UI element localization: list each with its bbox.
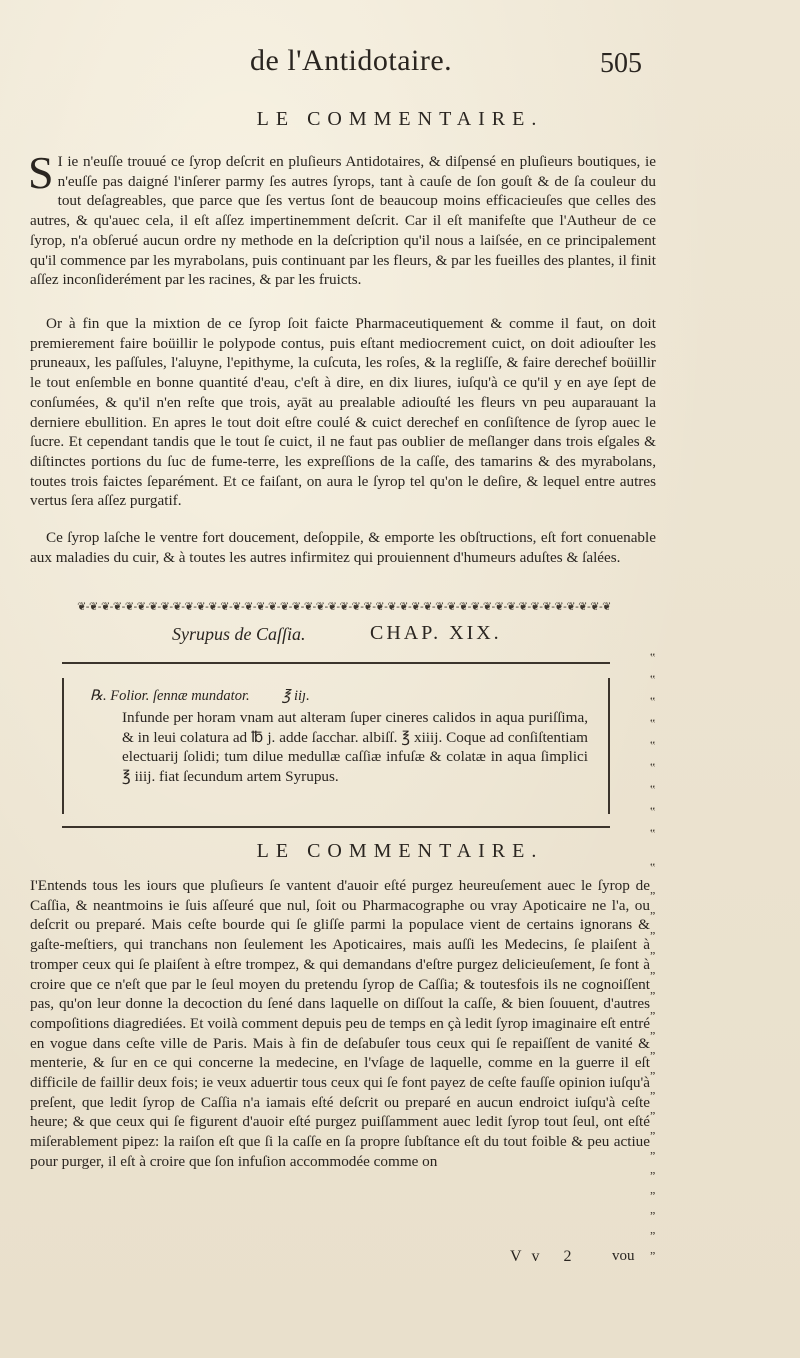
chapter-number: CHAP. XIX. [370,622,502,644]
quote-mark: „ [650,942,656,956]
paragraph-2: Or à fin que la mixtion de ce ſyrop ſoit faicte Pharmaceutiquement & comme il faut, on doit premierement faire boüillir le polypode contus, puis eſtant mediocrement cuict, on doit adiouſter les pruneaux, les paſſules, l'aluyne, l'epithyme, la cuſcuta, les roſes, & la regliſſe, & faire derechef boüillir le tout enſemble en bonne quantité d'eau, c'eſt à dire, en dix liures, iuſqu'à ce qu'il y en aye ſept de conſumées, & qu'il n'en reſte que trois, ayāt au prealable adiouſté les fleurs vn peu auparauant la derniere ebullition. En apres le tout doit eſtre coulé & cuict derechef en conſiſtence de ſyrop auec le ſucre. Et cependant tandis que le tout ſe cuict, il ne faut pas oublier de meſlanger dans trois eſgales & diſtinctes portions du ſuc de fume-terre, les expreſſions de la caſſe, des tamarins & des myrabolans, toutes trois faictes ſeparément. Et ce faiſant, on aura le ſyrop tel qu'on le deſire, & lequel entre autres vertus ſera aſſez purgatif. [30,315,656,510]
recipe-box-left-rule [62,678,64,814]
quote-mark: „ [650,922,656,936]
quote-mark: ‟ [650,760,656,774]
paragraph-4: I'Entends tous les iours que pluſieurs ſe vantent d'auoir eſté purgez heureuſement auec le ſyrop de Caſſia, & neantmoins ie ſuis aſſeuré que nul, ſoit ou Pharmacographe ou vray Apoticaire ne l'a, ou deſcrit ou preparé. Mais ceſte bourde qui ſe gliſſe parmi la populace vient de certains ignorans & gaſte-meſtiers, qui tranchans non ſeulement les Apoticaires, mais auſſi les Medecins, ſe plaiſent à tromper ceux qui ſe plaiſent à eſtre trompez, & qui demandans d'eſtre purgez delicieuſement, ſe font à croire que ce n'eſt que par le ſeul moyen du pretendu ſyrop de Caſſia; & toutesfois ils ne cognoiſſent pas, qu'on leur donne la decoction du ſené dans laquelle on diſſout la caſſe, & bien ſouuent, d'autres compoſitions diagrediées. Et voilà comment depuis peu de temps en çà ledit ſyrop imaginaire eſt entré en vogue dans ceſte ville de Paris. Mais à fin de deſabuſer tous ceux qui ſe repaiſſent de vanité & menterie, & ſur en ce qui concerne la medecine, en l'vſage de laquelle, comme en la guerre il eſt difficile de faillir deux fois; ie veux aduertir tous ceux qui ſe font payez de ceſte fauſſe opinion iuſqu'à preſent, que ledit ſyrop de Caſſia n'a iamais eſté deſcrit ou preparé en aucun endroict iuſqu'à ceſte heure; & que ceux qui ſe figurent d'auoir eſté purgez puiſſamment auec ledit ſyrop tout ſeul, ont eſté miſerablement pipez: la raiſon eſt que ſi la caſſe en ſa propre ſubſtance eſt du tout foible & peu actiue pour purger, il eſt à croire que ſon infuſion accommodée comme on [30,877,650,1170]
section-title-commentaire-1: LE COMMENTAIRE. [256,108,544,130]
ornamental-band: ❦-❦-❦-❦-❦-❦-❦-❦-❦-❦-❦-❦-❦-❦-❦-❦-❦-❦-❦-❦-❦-❦-❦-❦-❦-❦-❦-❦-❦-❦-❦-❦-❦-❦-❦-❦-❦-❦-❦-❦-❦-❦-❦-❦-❦ [77,600,611,613]
quote-mark: ‟ [650,860,656,874]
recipe-text: Infunde per horam vnam aut alteram ſuper cineres calidos in aqua puriſſima, & in leui colatura ad ℔ j. adde ſacchar. albiſſ. ℥ xiiij. Coque ad conſiſtentiam electuarij ſolidi; tum dilue medullæ caſſiæ infuſæ & colatæ in aqua ſimplici ℥ iiij. fiat ſecundum artem Syrupus. [122,709,588,785]
paragraph-3: Ce ſyrop laſche le ventre fort doucement, deſoppile, & emporte les obſtructions, eſt fort conuenable aux maladies du cuir, & à toutes les autres infirmitez qui prouiennent d'humeurs aduſtes & ſalées. [30,529,656,566]
section-title-commentaire-2: LE COMMENTAIRE. [256,840,544,862]
marginal-quote-marks-recipe [650,650,674,840]
signature-line [0,1248,800,1272]
quote-mark: „ [650,1162,656,1176]
quote-mark: „ [650,1122,656,1136]
quote-mark: „ [650,1102,656,1116]
quote-mark: „ [650,882,656,896]
recipe-ingredient: ℞. Folior. ſennæ mundator. [90,688,250,704]
quote-mark: „ [650,1022,656,1036]
quote-mark: ‟ [650,694,656,708]
quote-mark: „ [650,1082,656,1096]
paragraph-1-text: I ie n'euſſe trouué ce ſyrop deſcrit en pluſieurs Antidotaires, & diſpensé en pluſieurs boutiques, ie n'euſſe pas daigné l'inſerer parmy ſes autres ſyrops, tant à cauſe de ſon gouſt & de ſa couleur du tout deſagreables, que parce que ſes vertus ſont de beaucoup moins efficacieuſes que celles des autres, & qu'auec cela, il eſt aſſez impertinemment deſcrit. Car il eſt manifeſte que l'Autheur de ce ſyrop, n'a obſerué aucun ordre ny methode en la deſcription qu'il nous a laiſsée, en ce principalement qu'il commence par les myrabolans, puis continuant par les fleurs, & par les fueilles des plantes, il finit aſſez inconſiderément par les racines, & par les fruicts. [30,153,656,289]
quote-mark: „ [650,1202,656,1216]
running-head-title: de l'Antidotaire. [250,44,453,77]
quote-mark: „ [650,1062,656,1076]
quote-mark: „ [650,1182,656,1196]
quote-mark: ‟ [650,782,656,796]
quote-mark: ‟ [650,716,656,730]
quote-mark: „ [650,982,656,996]
recipe-heading [90,688,310,705]
quote-mark: „ [650,1002,656,1016]
recipe-quantity: ℥ iiȷ. [282,688,310,704]
quote-mark: „ [650,962,656,976]
running-head [0,44,800,84]
page-number: 505 [600,48,642,79]
quote-mark: ‟ [650,804,656,818]
drop-capital: S [28,147,54,198]
recipe-box [62,662,610,828]
quote-mark: „ [650,1242,656,1256]
quote-mark: ‟ [650,826,656,840]
quote-mark: „ [650,1142,656,1156]
quote-mark: ‟ [650,650,656,664]
signature-mark: Vv 2 [510,1248,582,1265]
recipe-box-right-rule [608,678,610,814]
chapter-heading [0,622,800,652]
quote-mark: „ [650,1042,656,1056]
paragraph-1 [28,147,656,290]
quote-mark: ‟ [650,672,656,686]
quote-mark: „ [650,1222,656,1236]
quote-mark: „ [650,902,656,916]
catchword: vou [612,1248,635,1264]
chapter-name: Syrupus de Caſſia. [172,624,306,644]
quote-mark: ‟ [650,738,656,752]
marginal-quote-marks-commentary [650,860,674,1260]
